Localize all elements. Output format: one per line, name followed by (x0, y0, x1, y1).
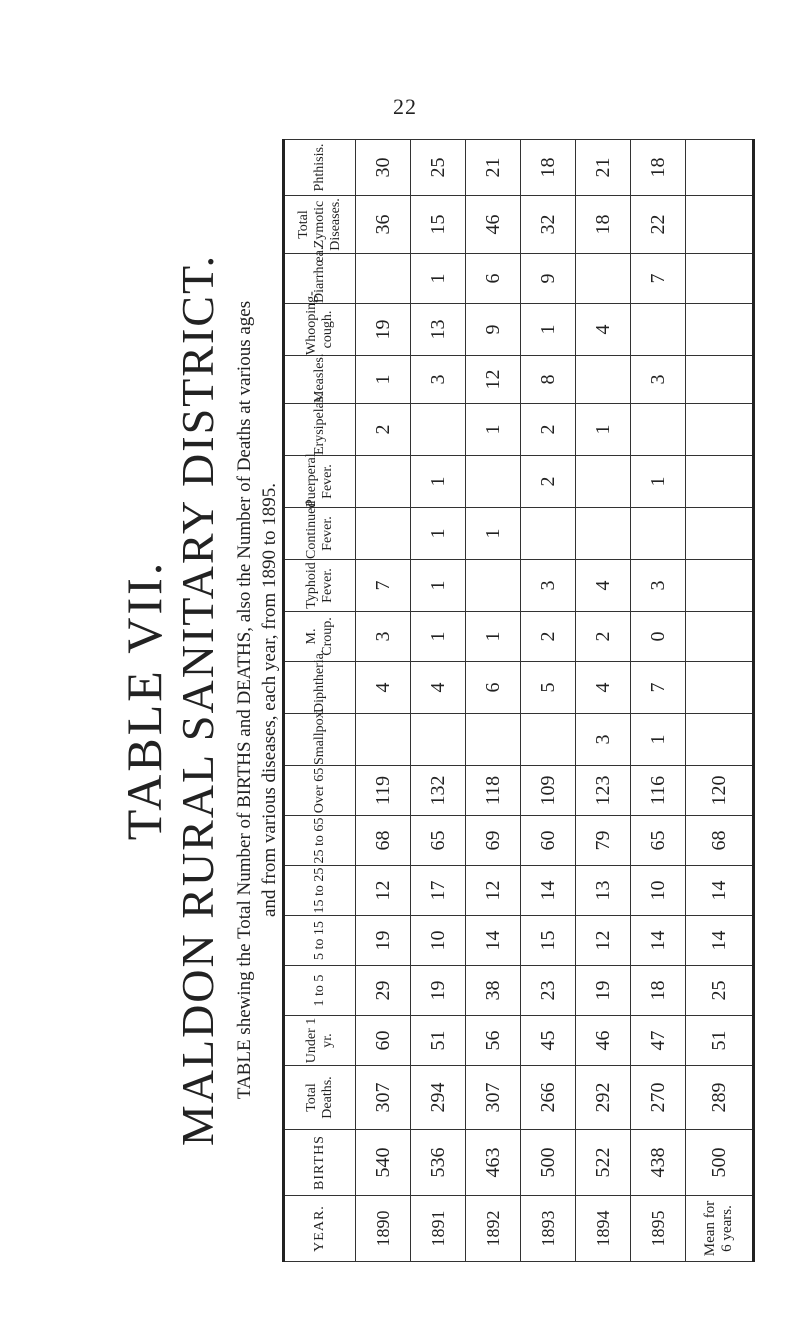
table-cell (356, 714, 411, 766)
table-cell: 3 (631, 560, 686, 612)
table-cell: 69 (466, 816, 521, 866)
table-heading (118, 110, 282, 1290)
table-cell: 51 (411, 1016, 466, 1066)
column-header: Smallpox. (284, 714, 356, 766)
table-cell: 307 (356, 1066, 411, 1130)
table-cell: 1 (466, 508, 521, 560)
table-cell (356, 456, 411, 508)
table-row (411, 140, 466, 1262)
table-cell: 0 (631, 612, 686, 662)
table-cell: 1 (576, 404, 631, 456)
table-cell: 14 (521, 866, 576, 916)
table-cell: 60 (356, 1016, 411, 1066)
table-cell: 18 (631, 140, 686, 196)
column-header: Phthisis. (284, 140, 356, 196)
table-row (356, 140, 411, 1262)
table-cell: 6 (466, 254, 521, 304)
table-caption-line-2: and from various diseases, each year, from 1890 to 1895. (259, 483, 280, 918)
year-cell: 1893 (521, 1196, 576, 1262)
table-cell: 6 (466, 662, 521, 714)
table-cell: 116 (631, 766, 686, 816)
table-cell: 1 (411, 560, 466, 612)
empty-cell (686, 254, 754, 304)
table-cell: 4 (576, 662, 631, 714)
table-cell (466, 714, 521, 766)
table-cell: 463 (466, 1130, 521, 1196)
table-cell: 2 (576, 612, 631, 662)
table-cell: 2 (521, 612, 576, 662)
year-cell: 1890 (356, 1196, 411, 1262)
column-header: Diphtheria. (284, 662, 356, 714)
mean-label: Mean for 6 years. (686, 1196, 754, 1262)
table-header-row (284, 140, 356, 1262)
mean-cell: 14 (686, 866, 754, 916)
table-cell: 10 (631, 866, 686, 916)
table-cell: 17 (411, 866, 466, 916)
column-header: Under 1 yr. (284, 1016, 356, 1066)
table-cell: 2 (521, 404, 576, 456)
table-cell: 68 (356, 816, 411, 866)
table-cell: 45 (521, 1016, 576, 1066)
empty-cell (686, 508, 754, 560)
table-cell: 9 (521, 254, 576, 304)
table-cell: 60 (521, 816, 576, 866)
table-cell: 79 (576, 816, 631, 866)
column-header: Over 65 (284, 766, 356, 816)
table-cell: 18 (521, 140, 576, 196)
table-cell (466, 456, 521, 508)
table-cell: 3 (631, 356, 686, 404)
empty-cell (686, 456, 754, 508)
table-cell: 23 (521, 966, 576, 1016)
year-cell: 1894 (576, 1196, 631, 1262)
table-cell: 13 (576, 866, 631, 916)
table-cell: 1 (466, 612, 521, 662)
table-cell: 1 (521, 304, 576, 356)
table-row (631, 140, 686, 1262)
mean-cell: 25 (686, 966, 754, 1016)
empty-cell (686, 714, 754, 766)
table-cell (521, 508, 576, 560)
table-cell: 3 (356, 612, 411, 662)
table-cell: 294 (411, 1066, 466, 1130)
table-cell: 7 (356, 560, 411, 612)
statistics-table-container (282, 140, 744, 1262)
table-cell: 22 (631, 196, 686, 254)
table-cell: 7 (631, 254, 686, 304)
table-cell: 19 (411, 966, 466, 1016)
table-cell: 3 (576, 714, 631, 766)
table-cell: 118 (466, 766, 521, 816)
table-cell: 3 (411, 356, 466, 404)
empty-cell (686, 304, 754, 356)
year-cell: 1895 (631, 1196, 686, 1262)
table-cell: 1 (631, 456, 686, 508)
column-header: Typhoid Fever. (284, 560, 356, 612)
mean-cell: 14 (686, 916, 754, 966)
mean-cell: 289 (686, 1066, 754, 1130)
table-cell: 14 (631, 916, 686, 966)
table-cell: 132 (411, 766, 466, 816)
table-cell: 1 (411, 254, 466, 304)
table-cell: 8 (521, 356, 576, 404)
year-cell: 1892 (466, 1196, 521, 1262)
table-cell: 46 (576, 1016, 631, 1066)
year-cell: 1891 (411, 1196, 466, 1262)
column-header: Continued Fever. (284, 508, 356, 560)
table-cell: 10 (411, 916, 466, 966)
table-cell: 9 (466, 304, 521, 356)
table-cell: 4 (576, 560, 631, 612)
table-cell: 12 (466, 356, 521, 404)
mean-cell: 51 (686, 1016, 754, 1066)
table-cell (356, 254, 411, 304)
table-cell: 38 (466, 966, 521, 1016)
document-title: MALDON RURAL SANITARY DISTRICT. (172, 253, 223, 1147)
table-cell: 307 (466, 1066, 521, 1130)
empty-cell (686, 356, 754, 404)
table-cell (631, 508, 686, 560)
column-header: Puerperal Fever. (284, 456, 356, 508)
table-cell: 21 (466, 140, 521, 196)
table-cell: 19 (356, 304, 411, 356)
empty-cell (686, 612, 754, 662)
column-header: 15 to 25 (284, 866, 356, 916)
column-header: Diarrhœa. (284, 254, 356, 304)
column-header: Total Deaths. (284, 1066, 356, 1130)
column-header: YEAR. (284, 1196, 356, 1262)
mean-cell: 68 (686, 816, 754, 866)
table-cell (466, 560, 521, 612)
table-cell (576, 254, 631, 304)
table-cell: 30 (356, 140, 411, 196)
table-cell: 12 (576, 916, 631, 966)
table-body (356, 140, 754, 1262)
empty-cell (686, 662, 754, 714)
table-cell: 19 (576, 966, 631, 1016)
column-header: M. Croup. (284, 612, 356, 662)
table-cell: 522 (576, 1130, 631, 1196)
column-header: Whooping-cough. (284, 304, 356, 356)
table-number: TABLE VII. (116, 559, 172, 841)
table-cell: 13 (411, 304, 466, 356)
table-cell: 7 (631, 662, 686, 714)
mean-cell: 500 (686, 1130, 754, 1196)
table-cell (411, 404, 466, 456)
empty-cell (686, 560, 754, 612)
table-row (521, 140, 576, 1262)
births-deaths-table (282, 139, 755, 1262)
table-cell: 4 (576, 304, 631, 356)
table-cell: 292 (576, 1066, 631, 1130)
table-cell: 4 (356, 662, 411, 714)
table-cell: 47 (631, 1016, 686, 1066)
mean-cell: 120 (686, 766, 754, 816)
table-cell: 3 (521, 560, 576, 612)
table-cell: 540 (356, 1130, 411, 1196)
table-cell: 2 (521, 456, 576, 508)
page-number: 22 (393, 94, 417, 119)
column-header: BIRTHS (284, 1130, 356, 1196)
table-cell: 266 (521, 1066, 576, 1130)
table-cell: 18 (576, 196, 631, 254)
table-cell: 46 (466, 196, 521, 254)
table-caption-line-1: TABLE shewing the Total Number of BIRTHS and DEATHS, also the Number of Deaths at various ages (234, 300, 255, 1100)
table-cell: 536 (411, 1130, 466, 1196)
table-cell: 119 (356, 766, 411, 816)
column-header: Total Zymotic Diseases. (284, 196, 356, 254)
table-cell: 29 (356, 966, 411, 1016)
empty-cell (686, 404, 754, 456)
table-cell: 1 (631, 714, 686, 766)
table-cell: 15 (521, 916, 576, 966)
mean-row (686, 140, 754, 1262)
column-header: Erysipelas. (284, 404, 356, 456)
table-cell: 36 (356, 196, 411, 254)
column-header: Measles. (284, 356, 356, 404)
table-cell: 14 (466, 916, 521, 966)
table-cell: 12 (356, 866, 411, 916)
column-header: 25 to 65 (284, 816, 356, 866)
table-cell: 1 (466, 404, 521, 456)
table-cell (631, 404, 686, 456)
table-cell: 56 (466, 1016, 521, 1066)
table-cell (576, 508, 631, 560)
table-row (466, 140, 521, 1262)
table-cell: 5 (521, 662, 576, 714)
table-cell: 25 (411, 140, 466, 196)
table-cell: 1 (411, 456, 466, 508)
table-cell (411, 714, 466, 766)
table-cell: 15 (411, 196, 466, 254)
table-cell: 12 (466, 866, 521, 916)
table-cell: 270 (631, 1066, 686, 1130)
table-cell: 65 (631, 816, 686, 866)
table-cell: 109 (521, 766, 576, 816)
table-row (576, 140, 631, 1262)
table-cell (631, 304, 686, 356)
empty-cell (686, 140, 754, 196)
table-cell: 1 (411, 612, 466, 662)
column-header: 5 to 15 (284, 916, 356, 966)
table-cell (576, 456, 631, 508)
table-cell: 1 (411, 508, 466, 560)
table-cell (521, 714, 576, 766)
table-cell: 123 (576, 766, 631, 816)
table-cell: 4 (411, 662, 466, 714)
empty-cell (686, 196, 754, 254)
table-cell (576, 356, 631, 404)
table-cell: 2 (356, 404, 411, 456)
table-cell: 438 (631, 1130, 686, 1196)
table-cell: 65 (411, 816, 466, 866)
table-cell: 32 (521, 196, 576, 254)
table-cell: 21 (576, 140, 631, 196)
table-cell: 1 (356, 356, 411, 404)
table-cell (356, 508, 411, 560)
table-cell: 19 (356, 916, 411, 966)
table-cell: 18 (631, 966, 686, 1016)
column-header: 1 to 5 (284, 966, 356, 1016)
table-cell: 500 (521, 1130, 576, 1196)
